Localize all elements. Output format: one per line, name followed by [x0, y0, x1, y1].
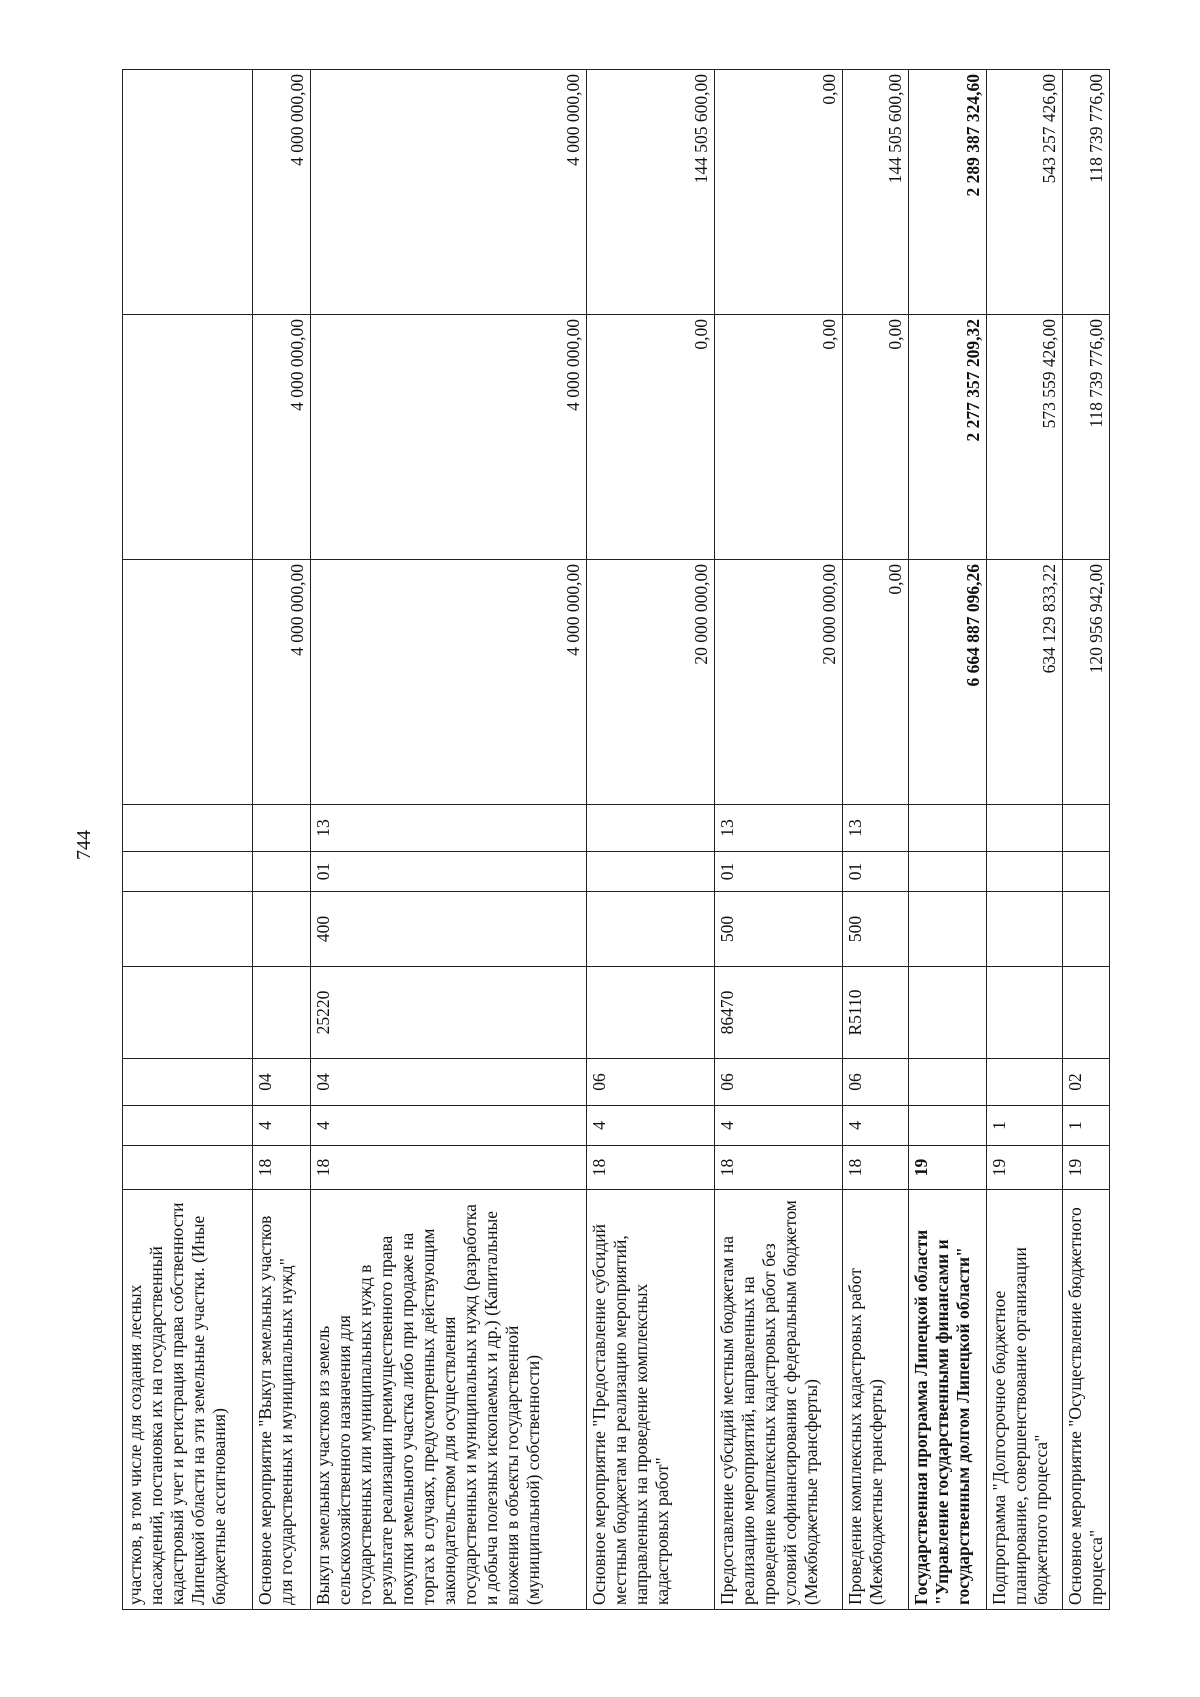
program-code-cell: 18 [587, 1146, 715, 1190]
subsection-code-cell [253, 805, 311, 852]
amount-year1-cell: 634 129 833,22 [987, 560, 1063, 805]
amount-year2-cell: 118 739 776,00 [1063, 315, 1110, 560]
row-name-cell: Предоставление субсидий местным бюджетам на реализацию мероприятий, направленных на проведение комплексных кадастровых работ без условий софинансирования с федеральным бюджетом (Межбюджетные трансферты) [715, 1190, 843, 1610]
amount-year1-cell: 120 956 942,00 [1063, 560, 1110, 805]
expense-type-cell [253, 892, 311, 967]
section-code-cell [909, 852, 987, 892]
table-body [123, 70, 1110, 1610]
direction-code-cell [253, 967, 311, 1059]
expense-type-cell [587, 892, 715, 967]
activity-code-cell: 06 [843, 1059, 909, 1106]
amount-year1-cell: 0,00 [843, 560, 909, 805]
activity-code-cell [987, 1059, 1063, 1106]
row-name-cell: Государственная программа Липецкой области "Управление государственными финансами и государственным долгом Липецкой области" [909, 1190, 987, 1610]
expense-type-cell: 400 [311, 892, 587, 967]
amount-year1-cell: 20 000 000,00 [715, 560, 843, 805]
program-code-cell: 18 [843, 1146, 909, 1190]
program-code-cell: 19 [1063, 1146, 1110, 1190]
expense-type-cell [1063, 892, 1110, 967]
activity-code-cell: 06 [587, 1059, 715, 1106]
amount-year2-cell: 0,00 [587, 315, 715, 560]
row-name-cell: Основное мероприятие "Осуществление бюджетного процесса" [1063, 1190, 1110, 1610]
activity-code-cell [909, 1059, 987, 1106]
subprogram-code-cell: 4 [311, 1106, 587, 1146]
section-code-cell [1063, 852, 1110, 892]
subprogram-code-cell: 4 [715, 1106, 843, 1146]
section-code-cell [987, 852, 1063, 892]
amount-year2-cell: 4 000 000,00 [253, 315, 311, 560]
program-code-cell: 18 [253, 1146, 311, 1190]
amount-year3-cell: 4 000 000,00 [311, 70, 587, 315]
amount-year2-cell: 0,00 [843, 315, 909, 560]
direction-code-cell: R5110 [843, 967, 909, 1059]
amount-year3-cell: 0,00 [715, 70, 843, 315]
direction-code-cell [1063, 967, 1110, 1059]
row-name-cell: Подпрограмма "Долгосрочное бюджетное планирование, совершенствование организации бюджетного процесса" [987, 1190, 1063, 1610]
program-code-cell: 19 [909, 1146, 987, 1190]
direction-code-cell [909, 967, 987, 1059]
amount-year3-cell: 543 257 426,00 [987, 70, 1063, 315]
table-row [987, 70, 1063, 1610]
subsection-code-cell [587, 805, 715, 852]
table-row [253, 70, 311, 1610]
table-row [587, 70, 715, 1610]
amount-year3-cell: 144 505 600,00 [843, 70, 909, 315]
expense-type-cell [909, 892, 987, 967]
row-name-cell: Основное мероприятие "Предоставление субсидий местным бюджетам на реализацию мероприятий, направленных на проведение комплексных кадастровых работ" [587, 1190, 715, 1610]
section-code-cell: 01 [843, 852, 909, 892]
section-code-cell [253, 852, 311, 892]
direction-code-cell: 86470 [715, 967, 843, 1059]
table-row [1063, 70, 1110, 1610]
amount-year1-cell: 4 000 000,00 [253, 560, 311, 805]
page-number: 744 [73, 830, 95, 860]
amount-year1-cell: 20 000 000,00 [587, 560, 715, 805]
rotated-table-container [122, 70, 1106, 1610]
section-code-cell [587, 852, 715, 892]
direction-code-cell: 25220 [311, 967, 587, 1059]
program-code-cell: 18 [715, 1146, 843, 1190]
amount-year2-cell: 2 277 357 209,32 [909, 315, 987, 560]
expense-type-cell [123, 892, 253, 967]
amount-year1-cell: 6 664 887 096,26 [909, 560, 987, 805]
section-code-cell [123, 852, 253, 892]
amount-year3-cell [123, 70, 253, 315]
program-code-cell: 19 [987, 1146, 1063, 1190]
activity-code-cell: 04 [253, 1059, 311, 1106]
subprogram-code-cell [123, 1106, 253, 1146]
subsection-code-cell: 13 [715, 805, 843, 852]
subprogram-code-cell: 4 [587, 1106, 715, 1146]
direction-code-cell [987, 967, 1063, 1059]
activity-code-cell: 04 [311, 1059, 587, 1106]
expense-type-cell [987, 892, 1063, 967]
amount-year3-cell: 4 000 000,00 [253, 70, 311, 315]
subprogram-code-cell: 4 [843, 1106, 909, 1146]
subsection-code-cell: 13 [311, 805, 587, 852]
subprogram-code-cell: 1 [987, 1106, 1063, 1146]
table-row [311, 70, 587, 1610]
activity-code-cell: 06 [715, 1059, 843, 1106]
table-row [123, 70, 253, 1610]
expense-type-cell: 500 [843, 892, 909, 967]
program-code-cell [123, 1146, 253, 1190]
table-row [843, 70, 909, 1610]
amount-year2-cell [123, 315, 253, 560]
direction-code-cell [587, 967, 715, 1059]
subsection-code-cell [909, 805, 987, 852]
amount-year1-cell: 4 000 000,00 [311, 560, 587, 805]
amount-year2-cell: 573 559 426,00 [987, 315, 1063, 560]
section-code-cell: 01 [715, 852, 843, 892]
subsection-code-cell [123, 805, 253, 852]
table-row [715, 70, 843, 1610]
budget-table [122, 69, 1110, 1610]
table-row [909, 70, 987, 1610]
section-code-cell: 01 [311, 852, 587, 892]
subprogram-code-cell: 1 [1063, 1106, 1110, 1146]
row-name-cell: Основное мероприятие "Выкуп земельных участков для государственных и муниципальных нужд" [253, 1190, 311, 1610]
direction-code-cell [123, 967, 253, 1059]
amount-year3-cell: 118 739 776,00 [1063, 70, 1110, 315]
subsection-code-cell: 13 [843, 805, 909, 852]
subsection-code-cell [987, 805, 1063, 852]
amount-year2-cell: 0,00 [715, 315, 843, 560]
program-code-cell: 18 [311, 1146, 587, 1190]
amount-year1-cell [123, 560, 253, 805]
row-name-cell: Выкуп земельных участков из земель сельскохозяйственного назначения для государственных или муниципальных нужд в результате реализации преимущественного права покупки земельного участка либо при продаже на торгах в случаях, предусмотренных действующим законодательством для осуществления государственных и муниципальных нужд (разработка и добыча полезных ископаемых и др.) (Капитальные вложения в объекты государственной (муниципальной) собственности) [311, 1190, 587, 1610]
subprogram-code-cell [909, 1106, 987, 1146]
row-name-cell: Проведение комплексных кадастровых работ (Межбюджетные трансферты) [843, 1190, 909, 1610]
subsection-code-cell [1063, 805, 1110, 852]
activity-code-cell: 02 [1063, 1059, 1110, 1106]
amount-year3-cell: 144 505 600,00 [587, 70, 715, 315]
subprogram-code-cell: 4 [253, 1106, 311, 1146]
activity-code-cell [123, 1059, 253, 1106]
row-name-cell: участков, в том числе для создания лесных насаждений, постановка их на государственный кадастровый учет и регистрация права собственности Липецкой области на эти земельные участки. (Иные бюджетные ассигнования) [123, 1190, 253, 1610]
amount-year3-cell: 2 289 387 324,60 [909, 70, 987, 315]
amount-year2-cell: 4 000 000,00 [311, 315, 587, 560]
expense-type-cell: 500 [715, 892, 843, 967]
